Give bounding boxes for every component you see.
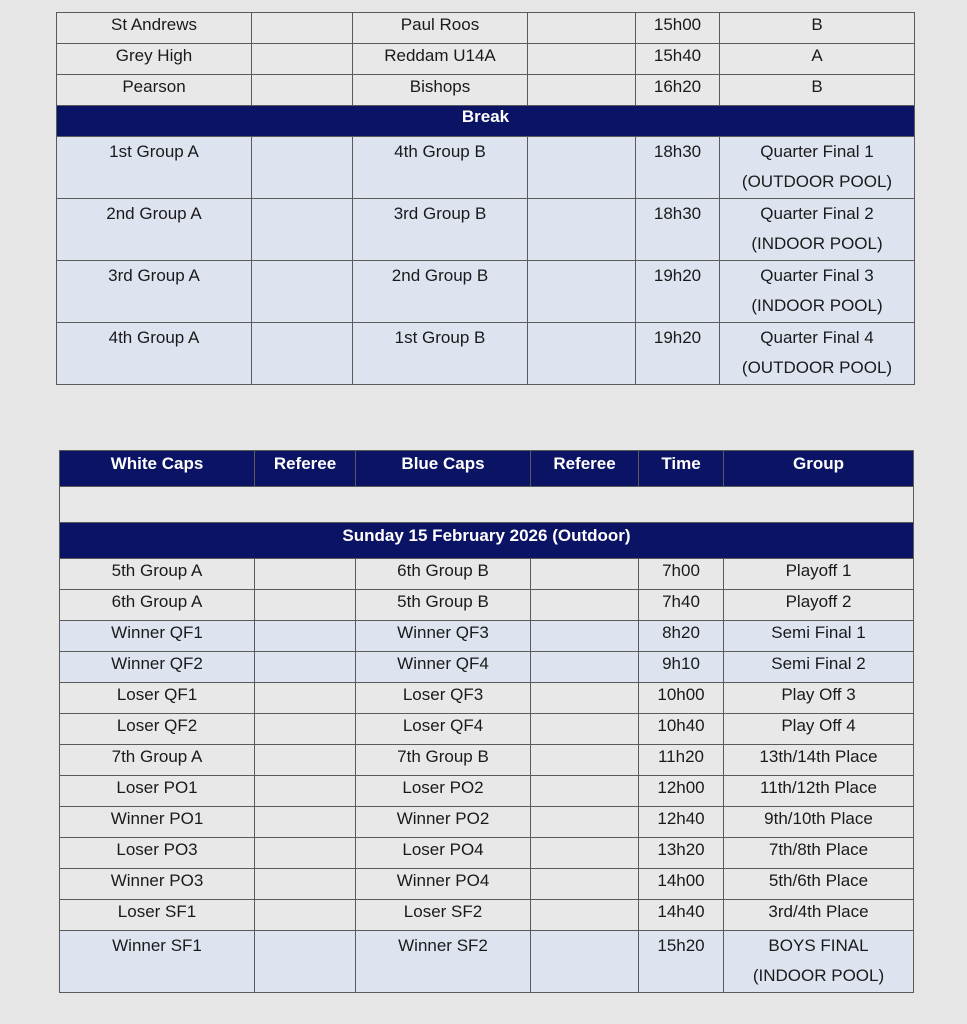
referee-cell [252, 137, 353, 199]
white-caps-cell: Loser QF2 [60, 714, 255, 745]
group-line-1: Quarter Final 3 [760, 266, 874, 285]
group-cell: Play Off 3 [724, 683, 914, 714]
blue-caps-cell: 6th Group B [356, 559, 531, 590]
referee-cell [531, 931, 639, 993]
white-caps-cell: 7th Group A [60, 745, 255, 776]
referee-cell [255, 900, 356, 931]
group-cell: 3rd/4th Place [724, 900, 914, 931]
referee-cell [531, 683, 639, 714]
time-cell: 10h40 [639, 714, 724, 745]
white-caps-cell: 5th Group A [60, 559, 255, 590]
referee-cell [252, 323, 353, 385]
group-line-1: Quarter Final 2 [760, 204, 874, 223]
referee-cell [255, 559, 356, 590]
referee-cell [255, 714, 356, 745]
blue-caps-cell: Winner QF4 [356, 652, 531, 683]
upper-fixtures-table [56, 12, 915, 385]
time-cell: 19h20 [636, 323, 720, 385]
referee-cell [528, 137, 636, 199]
referee-cell [531, 869, 639, 900]
referee-cell [255, 931, 356, 993]
time-cell: 8h20 [639, 621, 724, 652]
time-cell: 12h40 [639, 807, 724, 838]
final-row [60, 931, 914, 993]
white-caps-cell: Loser PO3 [60, 838, 255, 869]
table-row [60, 776, 914, 807]
blue-caps-cell: 4th Group B [353, 137, 528, 199]
time-cell: 13h20 [639, 838, 724, 869]
group-line-2: (OUTDOOR POOL) [741, 172, 893, 191]
referee-cell [255, 621, 356, 652]
time-cell: 15h20 [639, 931, 724, 993]
blue-caps-cell: Loser QF4 [356, 714, 531, 745]
group-line-1: BOYS FINAL [768, 936, 869, 955]
referee-cell [252, 199, 353, 261]
blue-caps-cell: Reddam U14A [353, 44, 528, 75]
blue-caps-cell: Loser SF2 [356, 900, 531, 931]
group-line-1: Quarter Final 4 [760, 328, 874, 347]
blue-caps-cell: Loser PO2 [356, 776, 531, 807]
time-cell: 7h40 [639, 590, 724, 621]
table-row [57, 13, 915, 44]
time-cell: 7h00 [639, 559, 724, 590]
white-caps-cell: 6th Group A [60, 590, 255, 621]
time-cell: 14h40 [639, 900, 724, 931]
white-caps-cell: Loser PO1 [60, 776, 255, 807]
blue-caps-cell: Winner SF2 [356, 931, 531, 993]
group-cell: 9th/10th Place [724, 807, 914, 838]
table-row [57, 323, 915, 385]
table-row [60, 621, 914, 652]
referee-cell [255, 652, 356, 683]
time-cell: 15h40 [636, 44, 720, 75]
referee-cell [255, 683, 356, 714]
white-caps-cell: Winner QF1 [60, 621, 255, 652]
referee-cell [252, 75, 353, 106]
blue-caps-cell: 5th Group B [356, 590, 531, 621]
time-cell: 19h20 [636, 261, 720, 323]
group-cell [724, 931, 914, 993]
referee-cell [255, 776, 356, 807]
blue-caps-cell: Winner PO4 [356, 869, 531, 900]
white-caps-cell: 4th Group A [57, 323, 252, 385]
group-cell [720, 261, 915, 323]
referee-cell [528, 75, 636, 106]
time-cell: 18h30 [636, 199, 720, 261]
referee-cell [528, 44, 636, 75]
white-caps-cell: Grey High [57, 44, 252, 75]
referee-cell [531, 900, 639, 931]
empty-cell [60, 487, 914, 523]
referee-cell [531, 745, 639, 776]
time-cell: 11h20 [639, 745, 724, 776]
break-row [57, 106, 915, 137]
time-cell: 14h00 [639, 869, 724, 900]
white-caps-cell: Winner PO1 [60, 807, 255, 838]
referee-cell [255, 745, 356, 776]
group-cell [720, 137, 915, 199]
group-cell: 13th/14th Place [724, 745, 914, 776]
white-caps-cell: 1st Group A [57, 137, 252, 199]
referee-cell [531, 590, 639, 621]
table-row [60, 590, 914, 621]
time-cell: 15h00 [636, 13, 720, 44]
group-cell: Play Off 4 [724, 714, 914, 745]
blue-caps-cell: Winner QF3 [356, 621, 531, 652]
table-row [60, 838, 914, 869]
table-row [60, 714, 914, 745]
time-cell: 10h00 [639, 683, 724, 714]
sunday-fixtures-table [59, 450, 914, 993]
blue-caps-cell: 7th Group B [356, 745, 531, 776]
referee-cell [531, 838, 639, 869]
group-cell: A [720, 44, 915, 75]
referee-cell [531, 621, 639, 652]
group-line-2: (INDOOR POOL) [751, 234, 883, 253]
table-row [60, 900, 914, 931]
group-line-2: (OUTDOOR POOL) [741, 358, 893, 377]
blue-caps-cell: 1st Group B [353, 323, 528, 385]
table-row [60, 652, 914, 683]
referee-cell [255, 807, 356, 838]
referee-cell [252, 261, 353, 323]
referee-cell [528, 199, 636, 261]
group-line-1: Quarter Final 1 [760, 142, 874, 161]
table-row [60, 869, 914, 900]
blue-caps-cell: Bishops [353, 75, 528, 106]
white-caps-cell: St Andrews [57, 13, 252, 44]
time-cell: 18h30 [636, 137, 720, 199]
group-line-2: (INDOOR POOL) [751, 296, 883, 315]
time-cell: 9h10 [639, 652, 724, 683]
group-cell: 11th/12th Place [724, 776, 914, 807]
white-caps-cell: Loser SF1 [60, 900, 255, 931]
break-label: Break [57, 106, 915, 137]
referee-header: Referee [255, 451, 356, 487]
referee-cell [531, 559, 639, 590]
day-row [60, 523, 914, 559]
referee-cell [528, 13, 636, 44]
time-header: Time [639, 451, 724, 487]
group-cell: Semi Final 2 [724, 652, 914, 683]
white-caps-cell: Winner QF2 [60, 652, 255, 683]
group-cell [720, 323, 915, 385]
group-cell [720, 199, 915, 261]
spacer-row [60, 487, 914, 523]
group-cell: B [720, 75, 915, 106]
table-row [60, 807, 914, 838]
group-header: Group [724, 451, 914, 487]
referee-cell [531, 776, 639, 807]
blue-caps-cell: 3rd Group B [353, 199, 528, 261]
day-label: Sunday 15 February 2026 (Outdoor) [60, 523, 914, 559]
group-cell: Playoff 1 [724, 559, 914, 590]
referee-cell [255, 869, 356, 900]
white-caps-cell: 2nd Group A [57, 199, 252, 261]
blue-caps-header: Blue Caps [356, 451, 531, 487]
referee-cell [252, 13, 353, 44]
header-row [60, 451, 914, 487]
referee-cell [531, 714, 639, 745]
group-cell: 5th/6th Place [724, 869, 914, 900]
group-cell: B [720, 13, 915, 44]
referee-cell [255, 838, 356, 869]
referee-header: Referee [531, 451, 639, 487]
referee-cell [252, 44, 353, 75]
white-caps-cell: Loser QF1 [60, 683, 255, 714]
table-row [57, 75, 915, 106]
white-caps-cell: Pearson [57, 75, 252, 106]
time-cell: 12h00 [639, 776, 724, 807]
white-caps-cell: Winner SF1 [60, 931, 255, 993]
white-caps-cell: 3rd Group A [57, 261, 252, 323]
table-row [60, 745, 914, 776]
table-row [57, 261, 915, 323]
table-row [57, 44, 915, 75]
group-cell: Semi Final 1 [724, 621, 914, 652]
group-cell: Playoff 2 [724, 590, 914, 621]
referee-cell [255, 590, 356, 621]
table-row [60, 559, 914, 590]
table-row [57, 137, 915, 199]
time-cell: 16h20 [636, 75, 720, 106]
table-row [57, 199, 915, 261]
blue-caps-cell: Paul Roos [353, 13, 528, 44]
blue-caps-cell: Loser PO4 [356, 838, 531, 869]
referee-cell [531, 807, 639, 838]
referee-cell [528, 261, 636, 323]
group-cell: 7th/8th Place [724, 838, 914, 869]
referee-cell [531, 652, 639, 683]
white-caps-header: White Caps [60, 451, 255, 487]
table-row [60, 683, 914, 714]
group-line-2: (INDOOR POOL) [752, 966, 885, 985]
referee-cell [528, 323, 636, 385]
blue-caps-cell: Winner PO2 [356, 807, 531, 838]
blue-caps-cell: Loser QF3 [356, 683, 531, 714]
blue-caps-cell: 2nd Group B [353, 261, 528, 323]
white-caps-cell: Winner PO3 [60, 869, 255, 900]
